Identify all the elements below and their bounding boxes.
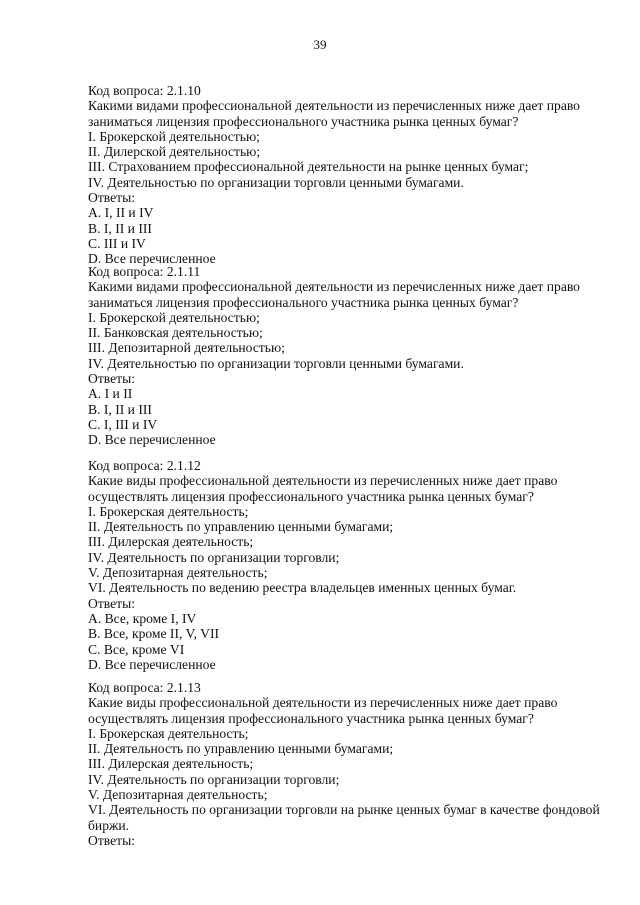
question-block bbox=[88, 83, 588, 267]
question-item: III. Депозитарной деятельностью; bbox=[88, 340, 285, 356]
question-item: IV. Деятельностью по организации торговли ценными бумагами. bbox=[88, 174, 464, 190]
answer-option: B. I, II и III bbox=[88, 401, 152, 417]
answer-option: C. III и IV bbox=[88, 235, 146, 251]
question-item: II. Банковская деятельностью; bbox=[88, 325, 263, 341]
answer-option: D. Все перечисленное bbox=[88, 656, 216, 672]
question-item: IV. Деятельность по организации торговли; bbox=[88, 549, 340, 565]
answer-option: A. I и II bbox=[88, 386, 133, 402]
question-code: Код вопроса: 2.1.11 bbox=[88, 264, 201, 279]
question-item: I. Брокерская деятельность; bbox=[88, 725, 249, 741]
question-item: VI. Деятельность по ведению реестра владельцев именных ценных бумаг. bbox=[88, 580, 517, 596]
question-block bbox=[88, 680, 600, 848]
question-item: IV. Деятельностью по организации торговли ценными бумагами. bbox=[88, 355, 464, 371]
question-item: I. Брокерской деятельностью; bbox=[88, 128, 260, 144]
question-item: биржи. bbox=[88, 817, 130, 833]
question-item: II. Деятельность по управлению ценными бумагами; bbox=[88, 519, 394, 535]
question-item: III. Страхованием профессиональной деятельности на рынке ценных бумаг; bbox=[88, 159, 529, 175]
answer-option: D. Все перечисленное bbox=[88, 251, 216, 267]
answers-label: Ответы: bbox=[88, 832, 135, 848]
question-item: V. Депозитарная деятельность; bbox=[88, 565, 268, 581]
question-text: осуществлять лицензия профессионального участника рынка ценных бумаг? bbox=[88, 488, 534, 504]
question-item: VI. Деятельность по организации торговли на рынке ценных бумаг в качестве фондовой bbox=[88, 802, 600, 818]
question-text: осуществлять лицензия профессионального участника рынка ценных бумаг? bbox=[88, 710, 534, 726]
question-item: II. Дилерской деятельностью; bbox=[88, 144, 261, 160]
question-text: Какими видами профессиональной деятельности из перечисленных ниже дает право bbox=[88, 279, 580, 295]
page-number: 39 bbox=[313, 37, 327, 52]
question-text: заниматься лицензия профессионального участника рынка ценных бумаг? bbox=[88, 113, 519, 129]
answer-option: A. I, II и IV bbox=[88, 205, 154, 221]
question-item: III. Дилерская деятельность; bbox=[88, 756, 254, 772]
answer-option: C. Все, кроме VI bbox=[88, 641, 185, 657]
question-code: Код вопроса: 2.1.12 bbox=[88, 458, 201, 473]
question-block bbox=[88, 264, 588, 448]
answer-option: A. Все, кроме I, IV bbox=[88, 610, 197, 626]
answers-label: Ответы: bbox=[88, 371, 135, 387]
answer-option: B. I, II и III bbox=[88, 220, 152, 236]
question-text: Какими видами профессиональной деятельности из перечисленных ниже дает право bbox=[88, 98, 580, 114]
answer-option: C. I, III и IV bbox=[88, 416, 158, 432]
question-item: III. Дилерская деятельность; bbox=[88, 534, 254, 550]
answers-label: Ответы: bbox=[88, 595, 135, 611]
question-item: IV. Деятельность по организации торговли; bbox=[88, 771, 340, 787]
question-item: II. Деятельность по управлению ценными бумагами; bbox=[88, 741, 394, 757]
question-text: Какие виды профессиональной деятельности из перечисленных ниже дает право bbox=[88, 473, 558, 489]
question-item: I. Брокерской деятельностью; bbox=[88, 309, 260, 325]
question-item: V. Депозитарная деятельность; bbox=[88, 787, 268, 803]
answer-option: D. Все перечисленное bbox=[88, 432, 216, 448]
question-text: заниматься лицензия профессионального участника рынка ценных бумаг? bbox=[88, 294, 519, 310]
question-code: Код вопроса: 2.1.13 bbox=[88, 680, 201, 695]
answers-label: Ответы: bbox=[88, 190, 135, 206]
question-item: I. Брокерская деятельность; bbox=[88, 503, 249, 519]
question-block bbox=[88, 458, 588, 672]
question-text: Какие виды профессиональной деятельности из перечисленных ниже дает право bbox=[88, 695, 558, 711]
answer-option: B. Все, кроме II, V, VII bbox=[88, 626, 220, 642]
question-code: Код вопроса: 2.1.10 bbox=[88, 83, 201, 98]
